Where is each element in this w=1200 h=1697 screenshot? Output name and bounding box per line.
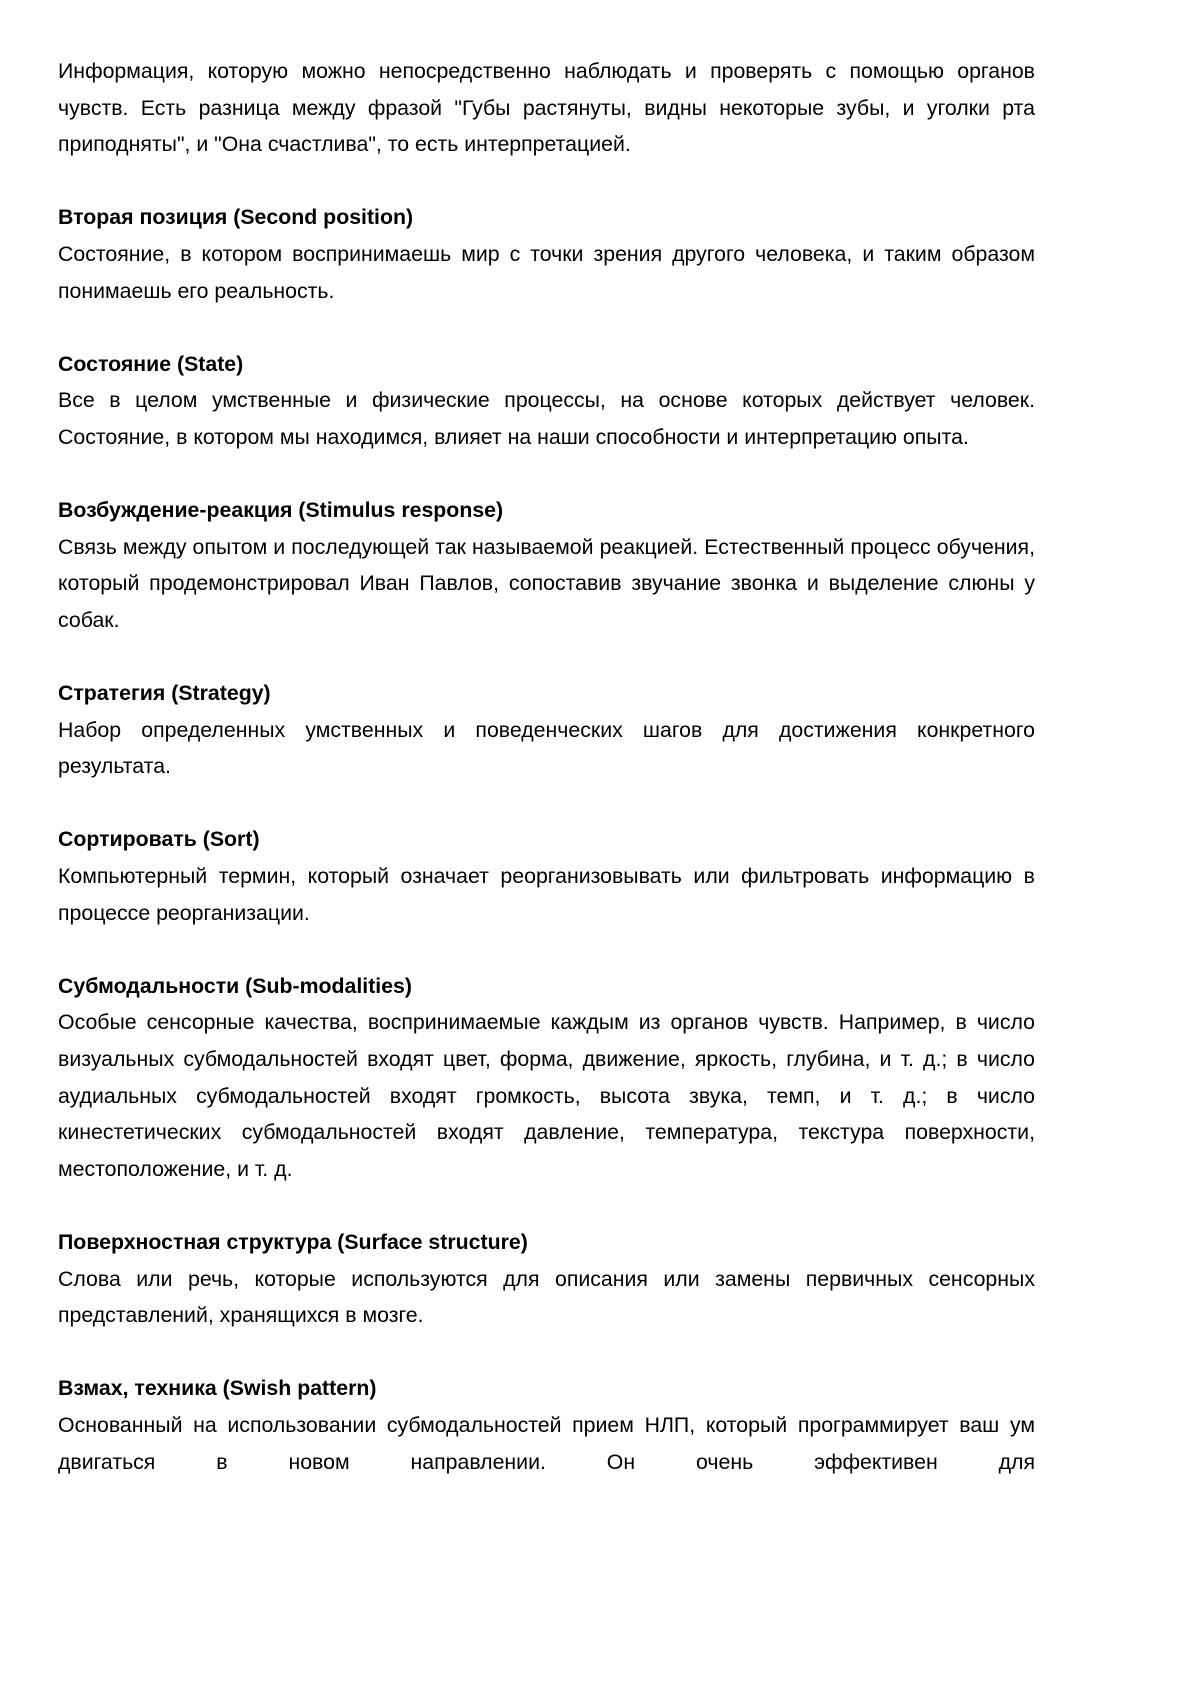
glossary-entry-swish-pattern [58, 1370, 1035, 1480]
glossary-term: Поверхностная структура (Surface structure) [58, 1230, 528, 1254]
glossary-definition: Компьютерный термин, который означает реорганизовывать или фильтровать информацию в процессе реорганизации. [58, 864, 1035, 925]
document-page [58, 53, 1035, 1480]
glossary-definition: Все в целом умственные и физические процессы, на основе которых действует человек. Состояние, в котором мы находимся, влияет на наши способности и интерпретацию опыта. [58, 388, 1035, 449]
glossary-entry-sub-modalities [58, 968, 1035, 1188]
intro-paragraph: Информация, которую можно непосредственно наблюдать и проверять с помощью органов чувств. Есть разница между фразой "Губы растянуты, видны некоторые зубы, и уголки рта приподняты", и "Она счастлива", то есть интерпретацией. [58, 59, 1035, 157]
glossary-definition: Состояние, в котором воспринимаешь мир с точки зрения другого человека, и таким образом понимаешь его реальность. [58, 241, 1035, 303]
glossary-entry-sort [58, 821, 1035, 931]
glossary-term: Стратегия (Strategy) [58, 681, 271, 706]
glossary-definition: Особые сенсорные качества, воспринимаемые каждым из органов чувств. Например, в число визуальных субмодальностей входят цвет, форма, движение, яркость, глубина, и т. д.; в число аудиальных субмодальностей входят громкость, высота звука, темп, и т. д.; в число кинестетических субмодальностей входят давление, температура, текстура поверхности, местоположение, и т. д. [58, 1010, 1035, 1181]
glossary-entry-state [58, 346, 1035, 456]
glossary-entry-surface-structure [58, 1224, 1035, 1334]
glossary-definition: Основанный на использовании субмодальностей прием НЛП, который программирует ваш ум двигаться в новом направлении. Он очень эффективен для [58, 1412, 1035, 1474]
glossary-entry-stimulus-response [58, 492, 1035, 638]
glossary-entry-strategy [58, 675, 1035, 785]
glossary-term: Вторая позиция (Second position) [58, 205, 414, 230]
glossary-definition: Связь между опытом и последующей так называемой реакцией. Естественный процесс обучения, который продемонстрировал Иван Павлов, сопоставив звучание звонка и выделение слюны у собак. [58, 534, 1035, 632]
glossary-term: Возбуждение-реакция (Stimulus response) [58, 498, 504, 523]
glossary-term: Сортировать (Sort) [58, 827, 260, 852]
glossary-definition: Слова или речь, которые используются для описания или замены первичных сенсорных представлений, хранящихся в мозге. [58, 1266, 1035, 1328]
glossary-term: Взмах, техника (Swish pattern) [58, 1376, 377, 1401]
glossary-term: Состояние (State) [58, 351, 244, 376]
glossary-term: Субмодальности (Sub-modalities) [58, 973, 412, 998]
glossary-entry-second-position [58, 199, 1035, 309]
glossary-definition: Набор определенных умственных и поведенческих шагов для достижения конкретного результата. [58, 717, 1035, 779]
